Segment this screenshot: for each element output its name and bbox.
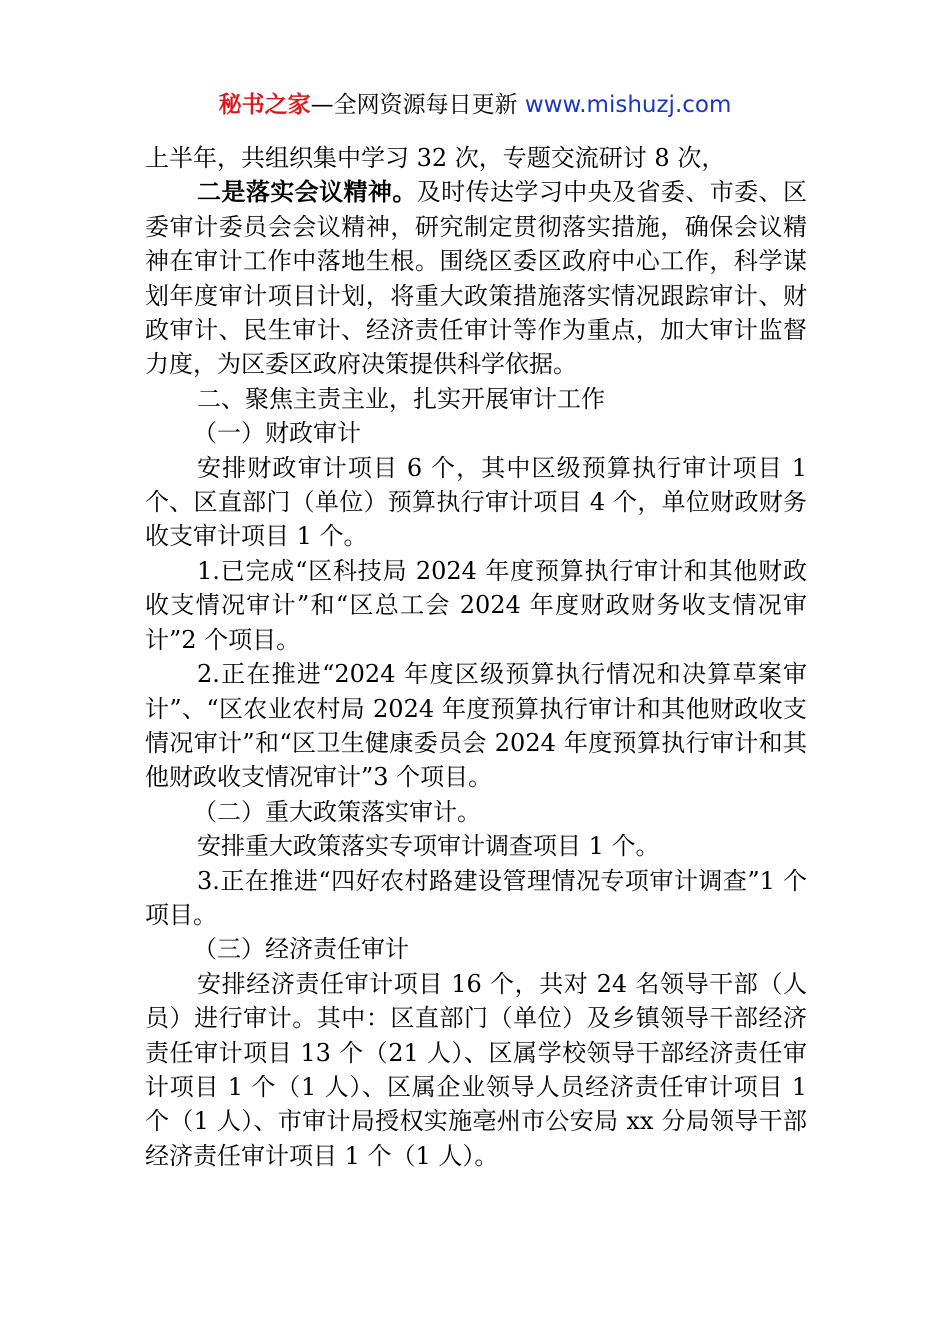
subsection-heading-fiscal: （一）财政审计 (193, 419, 361, 448)
paragraph-meeting-spirit-text: 及时传达学习中央及省委、市委、区委审计委员会会议精神，研究制定贯彻落实措施，确保会议精神在审计工作中落地生根。围绕区委区政府中心工作，科学谋划年度审计项目计划，将重大政策措施落实情况跟踪审计、财政审计、民生审计、经济责任审计等作为重点，加大审计监督力度，为区委区政府决策提供科学依据。 (145, 178, 807, 379)
brand-name: 秘书之家 (218, 92, 311, 118)
paragraph-completed-projects: 1.已完成“区科技局 2024 年度预算执行审计和其他财政收支情况审计”和“区总工会 2024 年度财政财务收支情况审计”2 个项目。 (145, 556, 807, 654)
page-header (0, 88, 950, 122)
header-slogan: 全网资源每日更新 (333, 92, 518, 118)
subsection-heading-policy: （二）重大政策落实审计。 (193, 797, 481, 826)
header-url[interactable]: www.mishuzj.com (524, 92, 732, 118)
paragraph-rural-road-project: 3.正在推进“四好农村路建设管理情况专项审计调查”1 个项目。 (145, 866, 807, 929)
section-heading-2: 二、聚焦主责主业，扎实开展审计工作 (197, 384, 605, 413)
paragraph-fiscal-arrangement: 安排财政审计项目 6 个，其中区级预算执行审计项目 1 个、区直部门（单位）预算执行审计项目 4 个，单位财政财务收支审计项目 1 个。 (145, 453, 807, 551)
document-body (145, 141, 807, 1173)
paragraph-study-summary: 上半年，共组织集中学习 32 次，专题交流研讨 8 次， (145, 144, 726, 172)
paragraph-policy-arrangement: 安排重大政策落实专项审计调查项目 1 个。 (197, 832, 660, 861)
paragraph-ongoing-projects: 2.正在推进“2024 年度区级预算执行情况和决算草案审计”、“区农业农村局 2024 年度预算执行审计和其他财政收支情况审计”和“区卫生健康委员会 2024 年度预算执行审计和其他财政收支情况审计”3 个项目。 (145, 660, 807, 792)
paragraph-meeting-spirit (145, 175, 807, 381)
subsection-heading-economic: （三）经济责任审计 (193, 935, 409, 964)
paragraph-lead-heading: 二是落实会议精神。 (197, 178, 417, 207)
paragraph-economic-responsibility: 安排经济责任审计项目 16 个，共对 24 名领导干部（人员）进行审计。其中：区直部门（单位）及乡镇领导干部经济责任审计项目 13 个（21 人）、区属学校领导干部经济责任审计项目 1 个（1 人）、区属企业领导人员经济责任审计项目 1 个（1 人）、市审计局授权实施亳州市公安局 xx 分局领导干部经济责任审计项目 1 个（1 人）。 (145, 969, 807, 1170)
header-dash: — (310, 92, 334, 118)
